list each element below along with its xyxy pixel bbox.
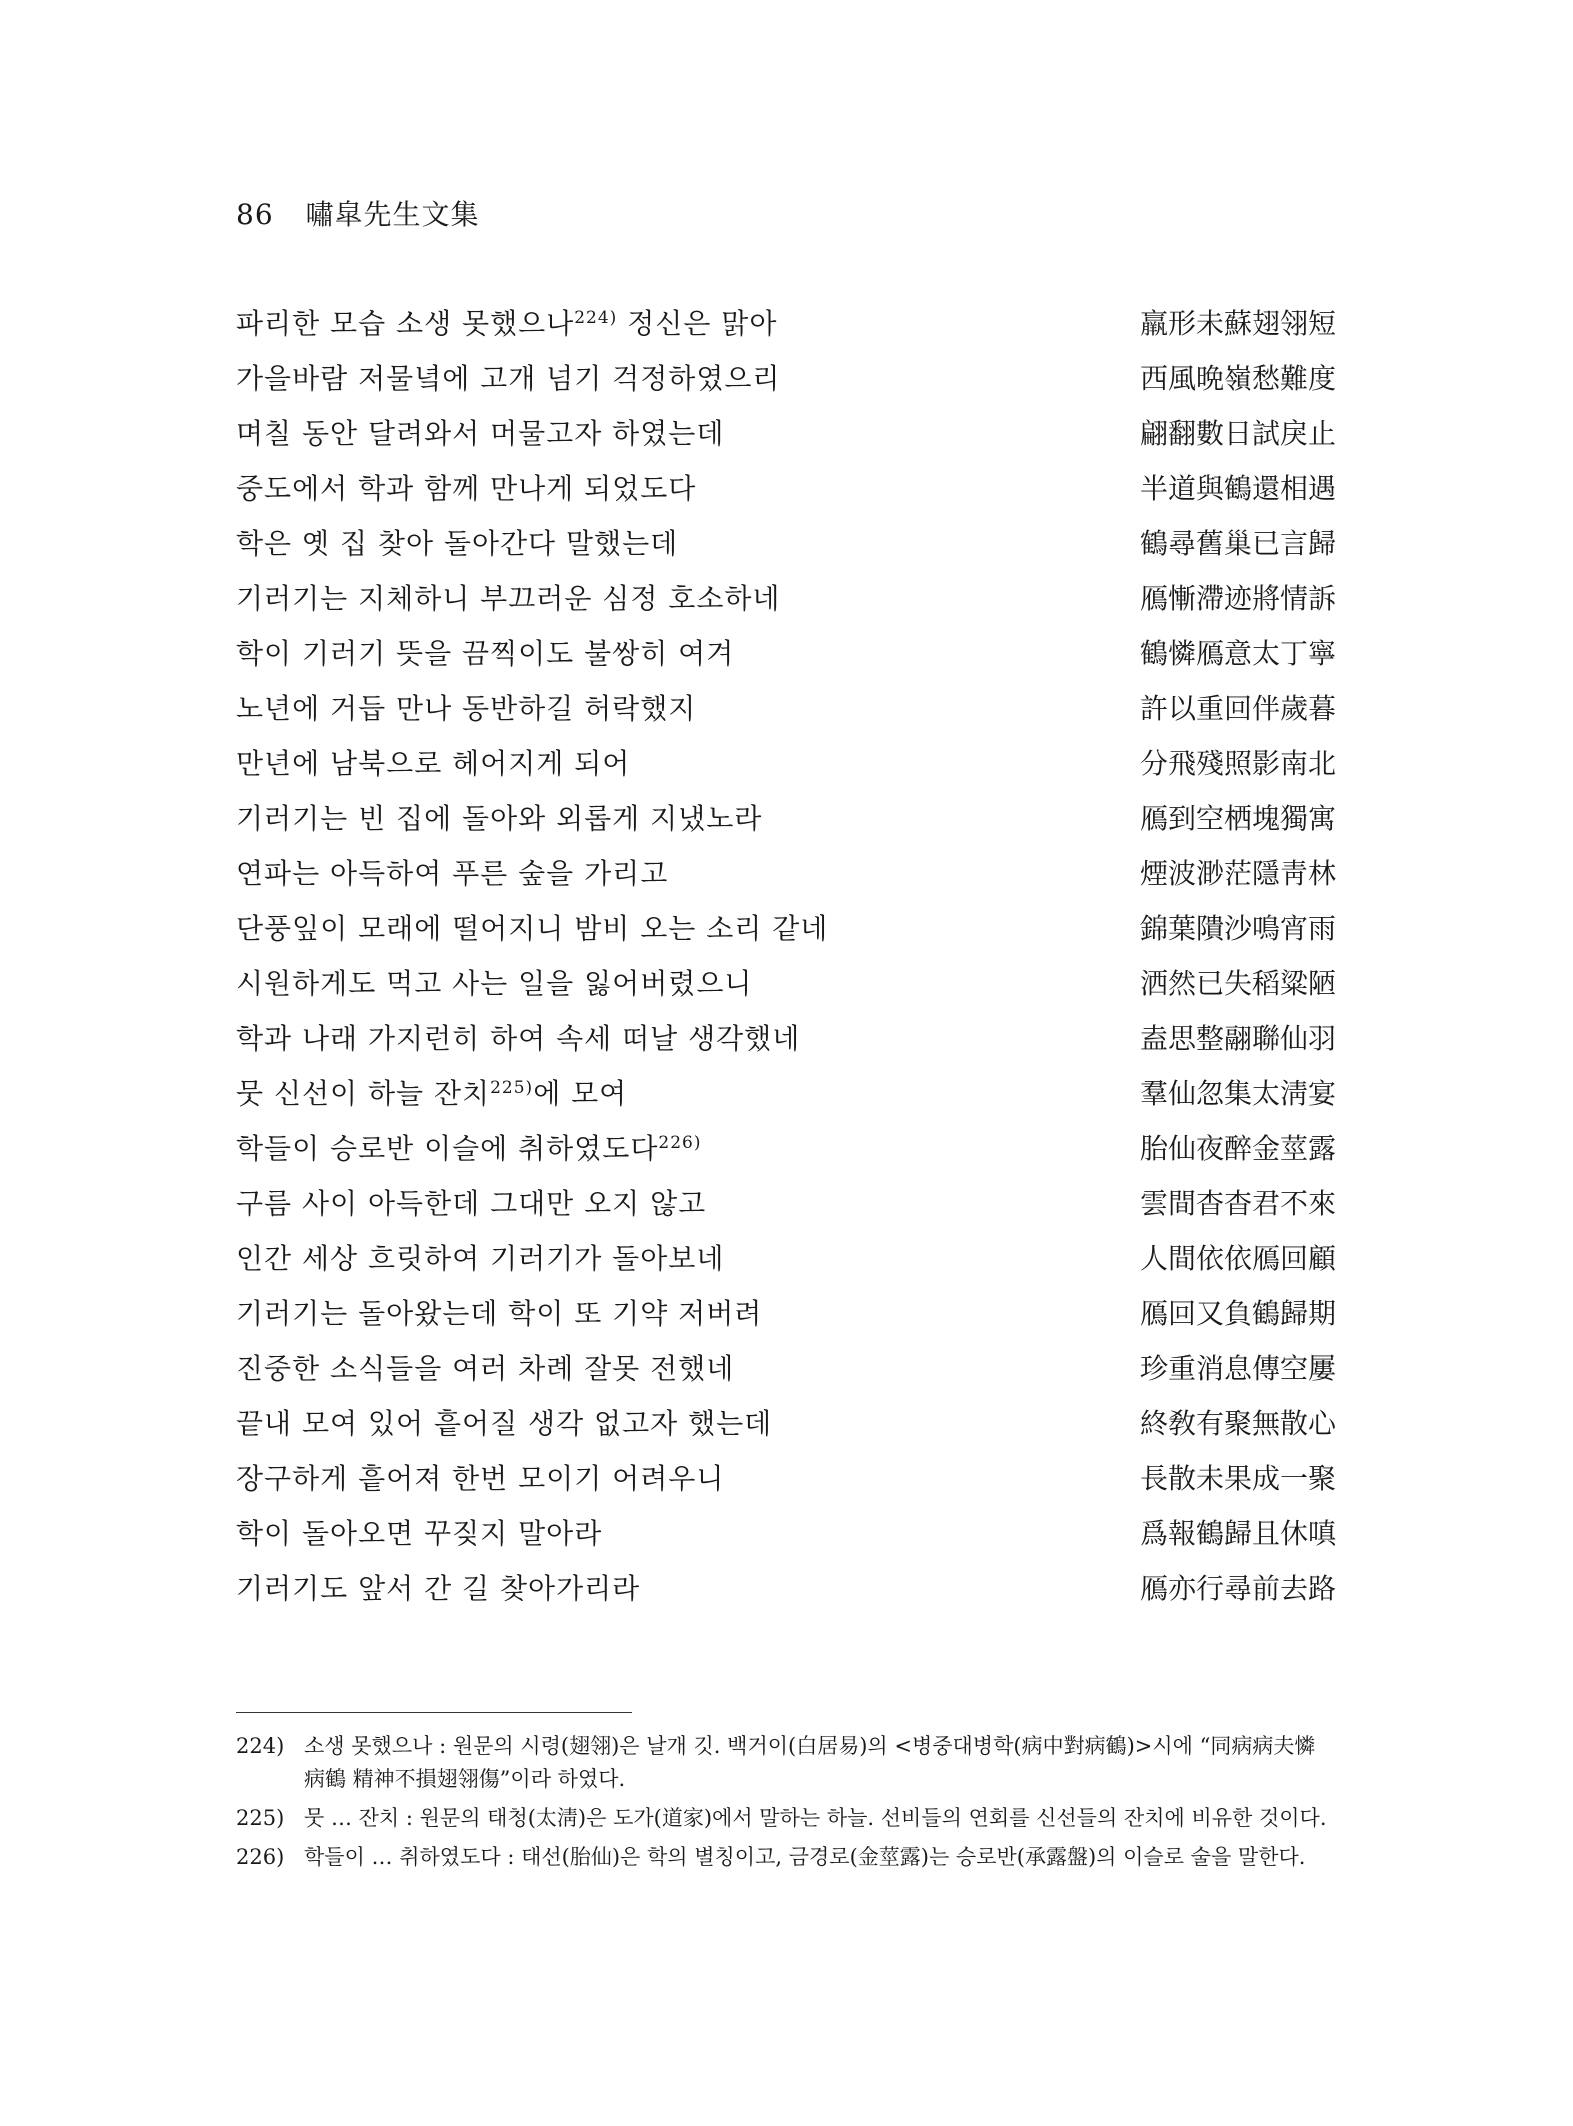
korean-translation: 기러기는 빈 집에 돌아와 외롭게 지냈노라 xyxy=(236,802,763,835)
korean-translation: 학과 나래 가지런히 하여 속세 떠날 생각했네 xyxy=(236,1022,801,1055)
chinese-original: 爲報鶴歸且休嗔 xyxy=(1139,1517,1336,1550)
footnote xyxy=(236,1841,1336,1874)
poem-line xyxy=(236,1294,1336,1349)
poem-line xyxy=(236,1459,1336,1514)
footnote-ref: 225) xyxy=(490,1078,534,1098)
footnote-ref: 226) xyxy=(658,1133,702,1153)
chinese-original: 鶴憐鴈意太丁寧 xyxy=(1139,637,1336,670)
korean-translation: 인간 세상 흐릿하여 기러기가 돌아보네 xyxy=(236,1242,725,1275)
korean-translation: 기러기는 지체하니 부끄러운 심정 호소하네 xyxy=(236,582,781,615)
footnote-text: 뭇 … 잔치 : 원문의 태청(太淸)은 도가(道家)에서 말하는 하늘. 선비들의 연회를 신선들의 잔치에 비유한 것이다. xyxy=(304,1806,1327,1830)
chinese-original: 盍思整翮聯仙羽 xyxy=(1139,1022,1336,1055)
poem-line xyxy=(236,1569,1336,1624)
poem-line xyxy=(236,359,1336,414)
chinese-original: 煙波渺茫隱靑林 xyxy=(1139,857,1336,890)
footnote-number: 224) xyxy=(236,1734,285,1758)
chinese-original: 分飛殘照影南北 xyxy=(1139,747,1336,780)
chinese-original: 珍重消息傳空屢 xyxy=(1139,1352,1336,1385)
poem-line xyxy=(236,1074,1336,1129)
poem-line xyxy=(236,1404,1336,1459)
chinese-original: 雲間杳杳君不來 xyxy=(1139,1187,1336,1220)
chinese-original: 許以重回伴歲暮 xyxy=(1139,692,1336,725)
chinese-original: 錦葉隤沙鳴宵雨 xyxy=(1139,912,1336,945)
korean-translation: 뭇 신선이 하늘 잔치$^{225)}$에 모여 xyxy=(236,1077,628,1110)
footnote-text: 학들이 … 취하였도다 : 태선(胎仙)은 학의 별칭이고, 금경로(金莖露)는 승로반(承露盤)의 이슬로 술을 말한다. xyxy=(304,1845,1306,1869)
korean-translation: 학이 돌아오면 꾸짖지 말아라 xyxy=(236,1517,603,1550)
chinese-original: 人間依依鴈回顧 xyxy=(1139,1242,1336,1275)
page-header xyxy=(236,193,480,233)
chinese-original: 鴈亦行尋前去路 xyxy=(1139,1572,1336,1605)
chinese-original: 鶴尋舊巢已言歸 xyxy=(1139,527,1336,560)
korean-translation: 며칠 동안 달려와서 머물고자 하였는데 xyxy=(236,417,725,450)
korean-translation: 기러기도 앞서 간 길 찾아가리라 xyxy=(236,1572,641,1605)
chinese-original: 鴈慚滯迹將情訴 xyxy=(1139,582,1336,615)
poem-line xyxy=(236,524,1336,579)
chinese-original: 羸形未蘇翅翎短 xyxy=(1139,307,1336,340)
footnotes xyxy=(236,1730,1336,1880)
korean-translation: 기러기는 돌아왔는데 학이 또 기약 저버려 xyxy=(236,1297,763,1330)
korean-translation: 파리한 모습 소생 못했으나$^{224)}$ 정신은 맑아 xyxy=(236,307,778,340)
korean-translation: 장구하게 흩어져 한번 모이기 어려우니 xyxy=(236,1462,725,1495)
korean-translation: 진중한 소식들을 여러 차례 잘못 전했네 xyxy=(236,1352,735,1385)
poem-line xyxy=(236,1019,1336,1074)
poem-line xyxy=(236,469,1336,524)
poem-line xyxy=(236,744,1336,799)
chinese-original: 羣仙忽集太淸宴 xyxy=(1139,1077,1336,1110)
chinese-original: 洒然已失稻粱陋 xyxy=(1139,967,1336,1000)
poem-line xyxy=(236,854,1336,909)
poem-line xyxy=(236,634,1336,689)
chinese-original: 胎仙夜醉金莖露 xyxy=(1139,1132,1336,1165)
footnote xyxy=(236,1730,1336,1796)
korean-translation: 끝내 모여 있어 흩어질 생각 없고자 했는데 xyxy=(236,1407,773,1440)
footnote-divider xyxy=(236,1712,632,1713)
korean-translation: 학들이 승로반 이슬에 취하였도다$^{226)}$ xyxy=(236,1132,702,1165)
footnote-number: 226) xyxy=(236,1845,285,1869)
footnote-ref: 224) xyxy=(574,308,618,328)
korean-translation: 단풍잎이 모래에 떨어지니 밤비 오는 소리 같네 xyxy=(236,912,829,945)
poem-line xyxy=(236,1349,1336,1404)
chinese-original: 鴈回又負鶴歸期 xyxy=(1139,1297,1336,1330)
poem-line xyxy=(236,1184,1336,1239)
poem-body xyxy=(236,304,1336,1624)
korean-translation: 노년에 거듭 만나 동반하길 허락했지 xyxy=(236,692,697,725)
poem-line xyxy=(236,579,1336,634)
book-title: 嘯皐先生文集 xyxy=(305,198,480,231)
korean-translation: 시원하게도 먹고 사는 일을 잃어버렸으니 xyxy=(236,967,753,1000)
poem-line xyxy=(236,909,1336,964)
chinese-original: 西風晩嶺愁難度 xyxy=(1139,362,1336,395)
korean-translation: 중도에서 학과 함께 만나게 되었도다 xyxy=(236,472,697,505)
poem-line xyxy=(236,964,1336,1019)
footnote-text: 소생 못했으나 : 원문의 시령(翅翎)은 날개 깃. 백거이(白居易)의 <병중대병학(病中對病鶴)>시에 “同病病夫憐病鶴 精神不損翅翎傷”이라 하였다. xyxy=(304,1734,1316,1791)
chinese-original: 長散未果成一聚 xyxy=(1139,1462,1336,1495)
chinese-original: 翩翻數日試戾止 xyxy=(1139,417,1336,450)
poem-line xyxy=(236,1514,1336,1569)
korean-translation: 만년에 남북으로 헤어지게 되어 xyxy=(236,747,631,780)
chinese-original: 半道與鶴還相遇 xyxy=(1139,472,1336,505)
poem-line xyxy=(236,304,1336,359)
korean-translation: 구름 사이 아득한데 그대만 오지 않고 xyxy=(236,1187,707,1220)
korean-translation: 학이 기러기 뜻을 끔찍이도 불쌍히 여겨 xyxy=(236,637,735,670)
poem-line xyxy=(236,799,1336,854)
poem-line xyxy=(236,1129,1336,1184)
poem-line xyxy=(236,414,1336,469)
page-number: 86 xyxy=(236,198,274,231)
korean-translation: 가을바람 저물녘에 고개 넘기 걱정하였으리 xyxy=(236,362,781,395)
poem-line xyxy=(236,689,1336,744)
chinese-original: 終敎有聚無散心 xyxy=(1139,1407,1336,1440)
korean-translation: 학은 옛 집 찾아 돌아간다 말했는데 xyxy=(236,527,679,560)
poem-line xyxy=(236,1239,1336,1294)
korean-translation: 연파는 아득하여 푸른 숲을 가리고 xyxy=(236,857,669,890)
chinese-original: 鴈到空栖塊獨寓 xyxy=(1139,802,1336,835)
footnote-number: 225) xyxy=(236,1806,285,1830)
footnote xyxy=(236,1802,1336,1835)
